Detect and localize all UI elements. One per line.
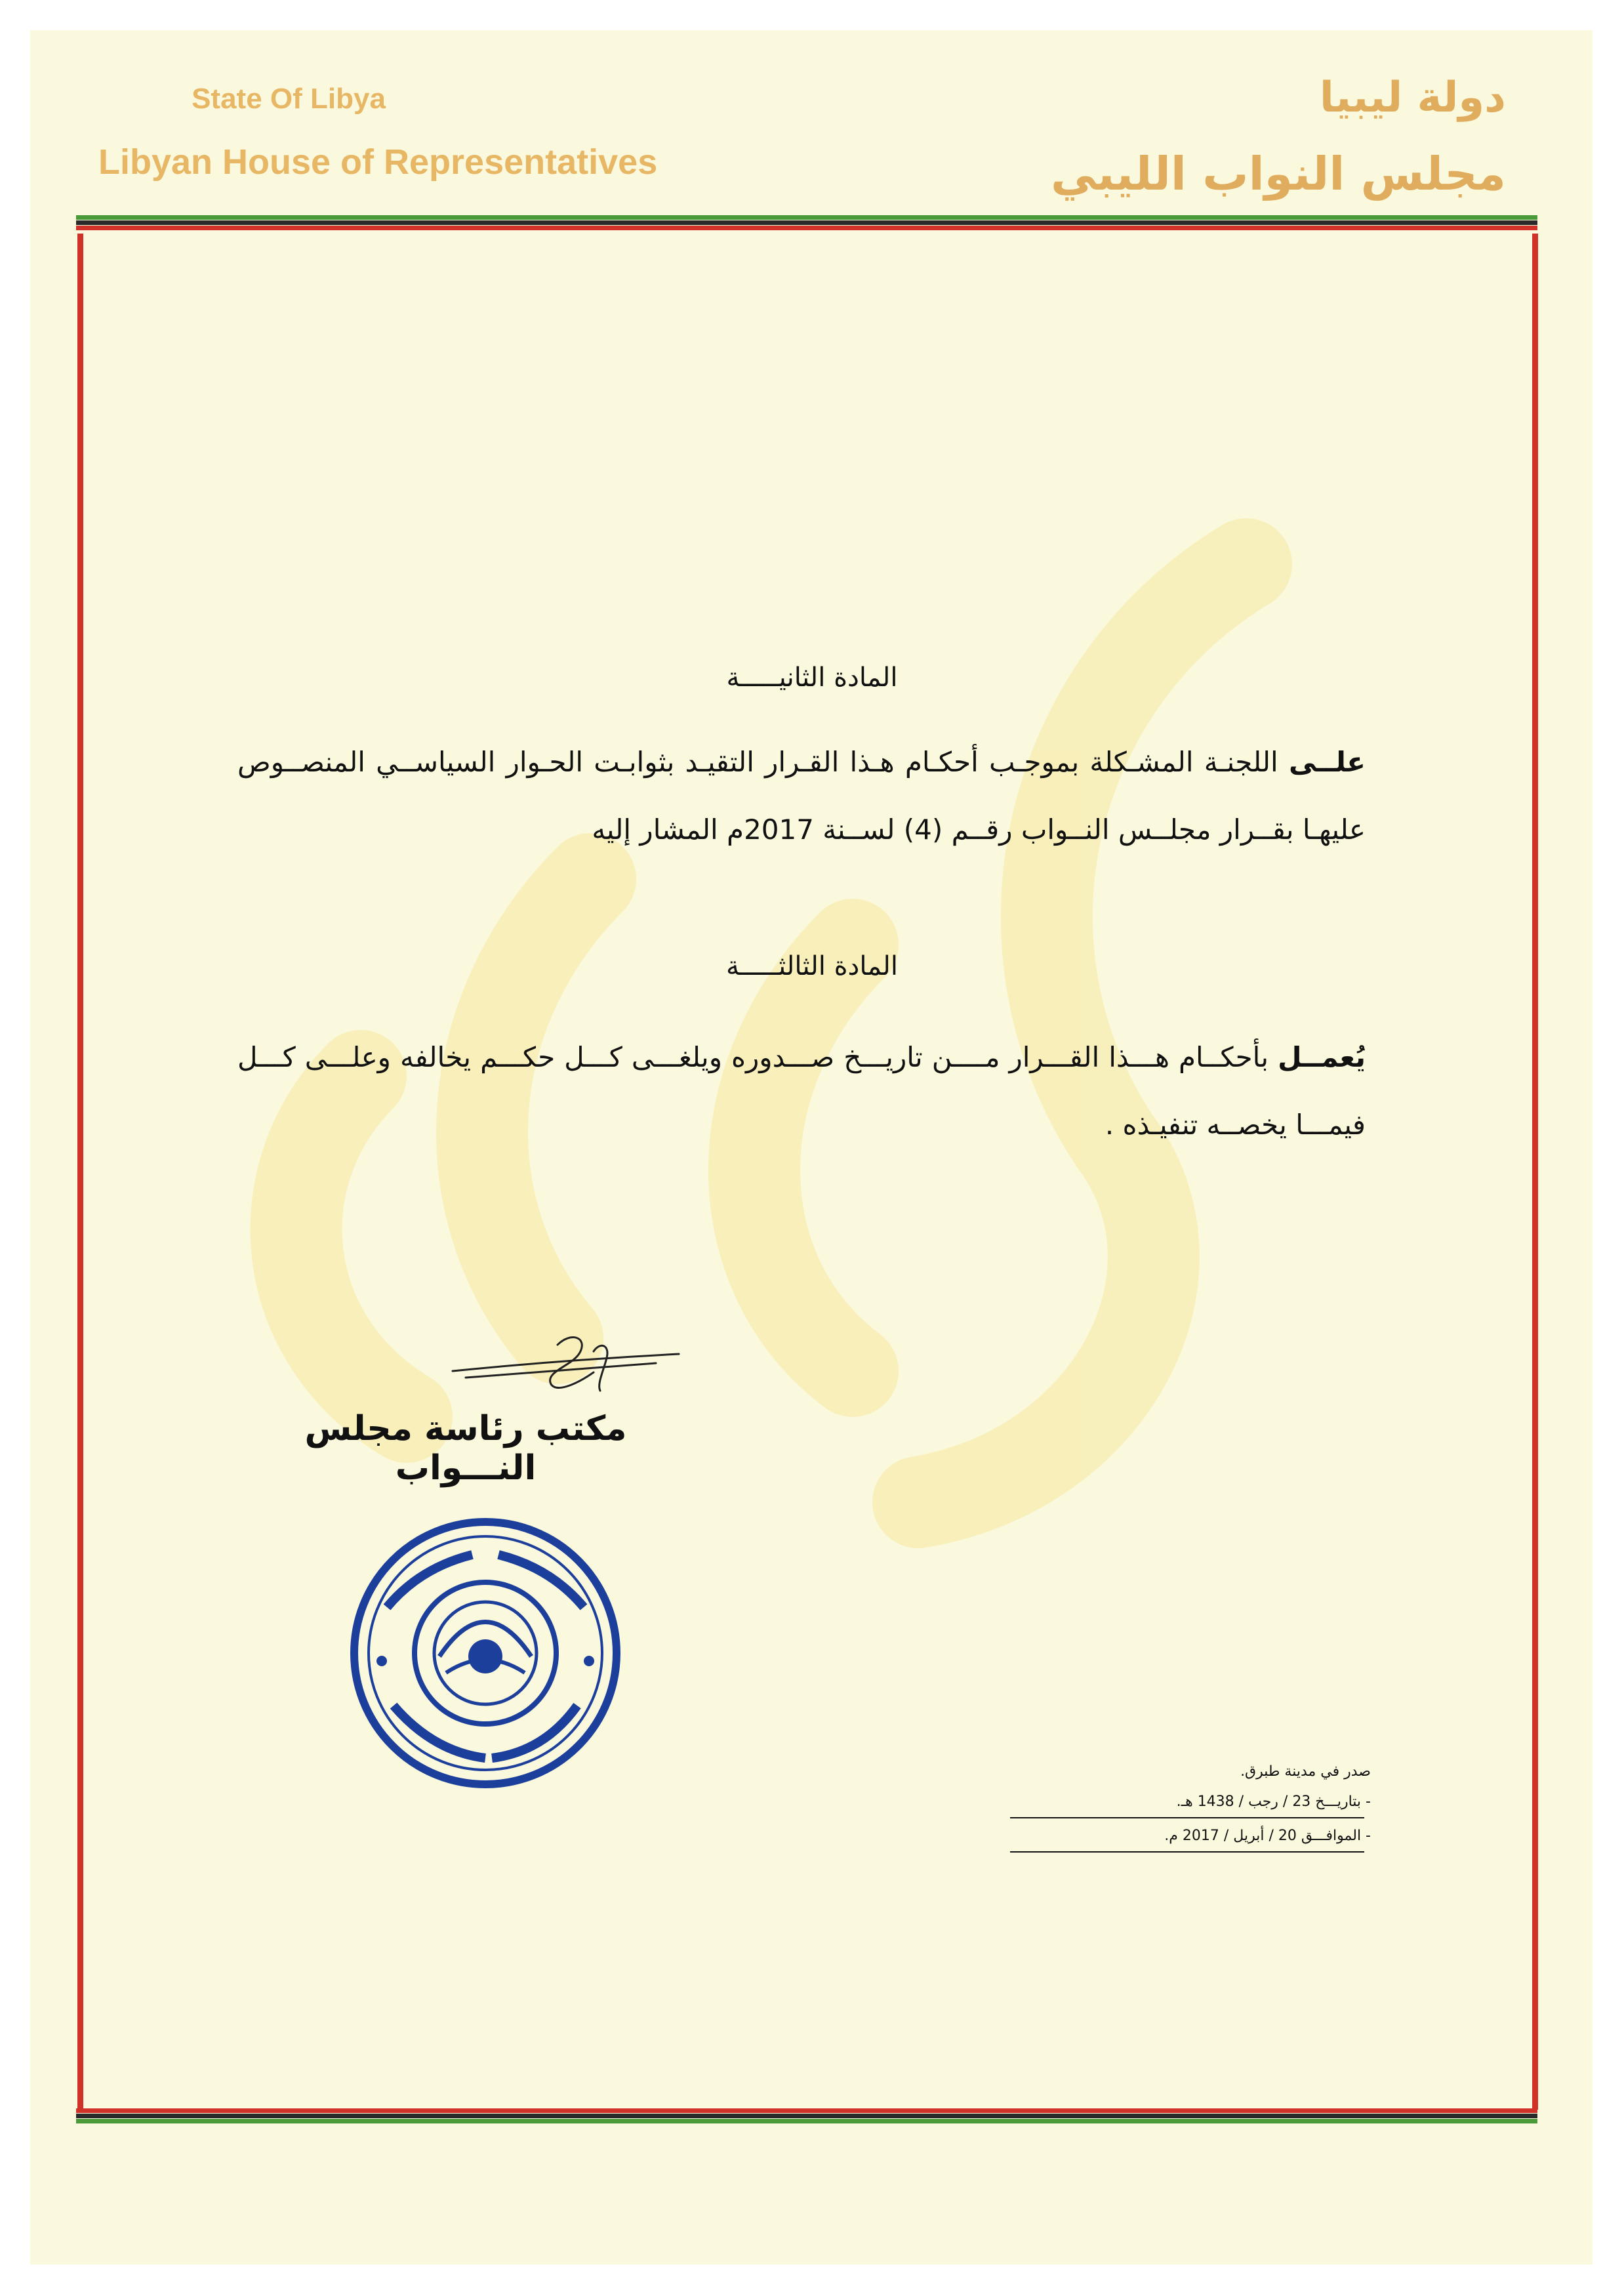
official-seal-image (341, 1509, 630, 1797)
article-two-heading: المادة الثانيـــــة (726, 663, 898, 693)
top-border-red (76, 226, 1537, 230)
header-house-ar: مجلس النواب الليبي (1051, 147, 1506, 201)
issued-place: صدر في مدينة طبرق. (1240, 1763, 1371, 1780)
issued-hijri-date: - بتاريـــخ 23 / رجب / 1438 هـ. (1176, 1794, 1371, 1810)
hijri-date-underline (1010, 1817, 1364, 1818)
article-two-text (237, 728, 1366, 863)
bottom-border-black (76, 2114, 1537, 2118)
issued-gregorian-date: - الموافـــق 20 / أبريل / 2017 م. (1164, 1828, 1371, 1844)
left-border (77, 234, 83, 2110)
article-two-lead: علــى (1288, 746, 1366, 778)
top-border-black (76, 220, 1537, 225)
article-three-lead: يُعمــل (1278, 1041, 1366, 1073)
top-border-green (76, 215, 1537, 220)
bottom-border-green (76, 2119, 1537, 2123)
header-state-ar: دولة ليبيا (1319, 73, 1506, 122)
signature-image (446, 1325, 682, 1397)
bottom-border-red (76, 2108, 1537, 2113)
header-house-en: Libyan House of Representatives (98, 142, 658, 182)
article-two-body: اللجنـة المشـكلة بموجـب أحكـام هـذا القـرار التقيـد بثوابـت الحـوار السياســي المنصــوص عليهـا بقــرار مجلــس النــواب رقــم (4) لســنة 2017م المشار إليه (237, 746, 1366, 846)
article-three-heading: المادة الثالثـــــة (726, 951, 898, 981)
article-three-body: بأحكــام هـــذا القـــرار مــــن تاريـــخ صـــدوره ويلغـــى كـــل حكـــم يخالفه وعلـــى كـــل فيمـــا يخصــه تنفيـذه . (237, 1041, 1366, 1141)
header-state-en: State Of Libya (192, 83, 386, 115)
right-border (1532, 234, 1538, 2110)
article-three-text (237, 1023, 1366, 1158)
office-signatory: مكتب رئاسة مجلس النـــواب (304, 1409, 627, 1488)
gregorian-date-underline (1010, 1851, 1364, 1853)
